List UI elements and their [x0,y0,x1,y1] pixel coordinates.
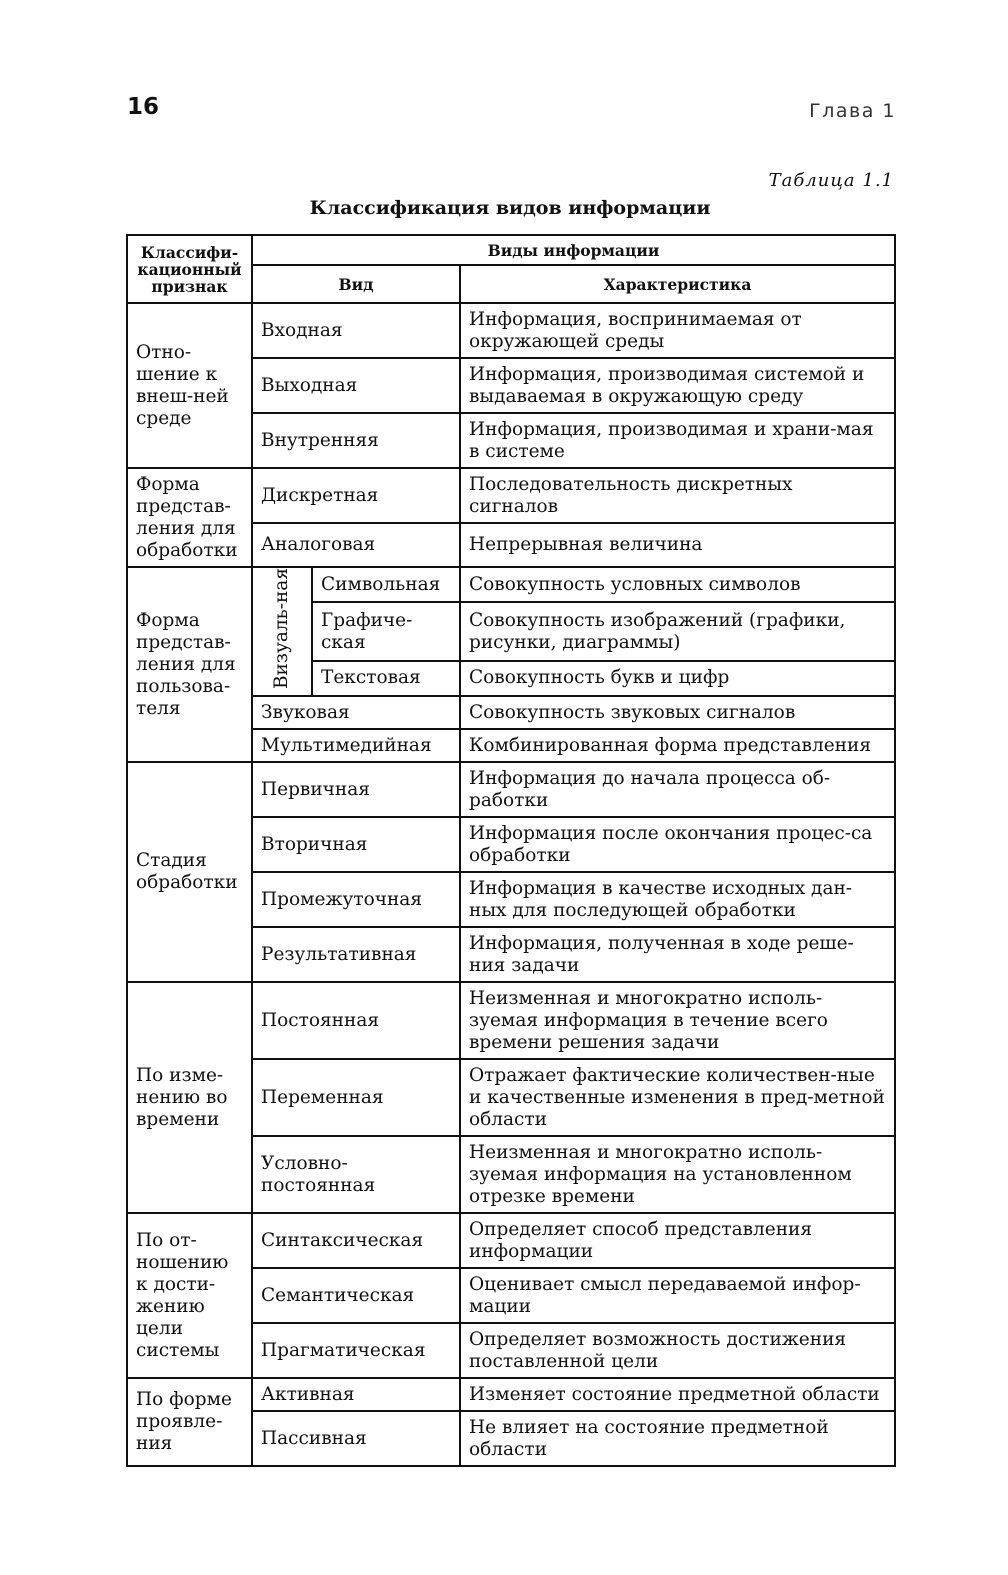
description-cell: Непрерывная величина [460,523,895,567]
group-feature: Форма представ-ления для обработки [127,468,252,567]
description-cell: Информация в качестве исходных дан-ных для последующей обработки [460,872,895,927]
group-feature: По от-ношению к дости-жению цели системы [127,1213,252,1378]
description-cell: Последовательность дискретных сигналов [460,468,895,523]
description-cell: Совокупность звуковых сигналов [460,696,895,729]
description-cell: Определяет возможность достижения поставленной цели [460,1323,895,1378]
kind-cell: Переменная [252,1059,460,1136]
kind-cell: Вторичная [252,817,460,872]
chapter-header: Глава 1 [809,100,896,122]
kind-cell: Синтаксическая [252,1213,460,1268]
group-feature: По форме проявле-ния [127,1378,252,1466]
description-cell: Совокупность изображений (графики, рисунки, диаграммы) [460,602,895,661]
kind-cell: Пассивная [252,1411,460,1466]
kind-cell: Звуковая [252,696,460,729]
description-cell: Информация, производимая системой и выдаваемая в окружающую среду [460,358,895,413]
kind-cell: Символьная [312,567,460,602]
description-cell: Информация, полученная в ходе реше-ния задачи [460,927,895,982]
kind-cell: Дискретная [252,468,460,523]
description-cell: Неизменная и многократно исполь-зуемая информация в течение всего времени решения задачи [460,982,895,1059]
group-feature: По изме-нению во времени [127,982,252,1213]
kind-cell: Постоянная [252,982,460,1059]
subgroup-label: Визуаль-ная [271,568,292,690]
description-cell: Информация, воспринимаемая от окружающей среды [460,303,895,358]
description-cell: Оценивает смысл передаваемой инфор-мации [460,1268,895,1323]
kind-cell: Условно-постоянная [252,1136,460,1213]
group-feature: Стадия обработки [127,762,252,982]
kind-cell: Промежуточная [252,872,460,927]
group-feature: Отно-шение к внеш-ней среде [127,303,252,468]
page-number: 16 [127,94,160,120]
header-description: Характеристика [460,265,895,303]
table-label: Таблица 1.1 [768,170,894,191]
kind-cell: Внутренняя [252,413,460,468]
description-cell: Не влияет на состояние предметной области [460,1411,895,1466]
description-cell: Неизменная и многократно исполь-зуемая информация на установленном отрезке времени [460,1136,895,1213]
kind-cell: Графиче-ская [312,602,460,661]
kind-cell: Аналоговая [252,523,460,567]
description-cell: Комбинированная форма представления [460,729,895,762]
description-cell: Изменяет состояние предметной области [460,1378,895,1411]
description-cell: Совокупность условных символов [460,567,895,602]
header-feature: Классифи-кационный признак [127,235,252,303]
description-cell: Определяет способ представления информации [460,1213,895,1268]
kind-cell: Семантическая [252,1268,460,1323]
table-title: Классификация видов информации [309,197,711,219]
description-cell: Информация до начала процесса об-работки [460,762,895,817]
kind-cell: Активная [252,1378,460,1411]
kind-cell: Первичная [252,762,460,817]
description-cell: Информация, производимая и храни-мая в системе [460,413,895,468]
kind-cell: Выходная [252,358,460,413]
kind-cell: Прагматическая [252,1323,460,1378]
kind-cell: Мультимедийная [252,729,460,762]
description-cell: Информация после окончания процес-са обработки [460,817,895,872]
group-feature: Форма представ-ления для пользова-теля [127,567,252,762]
kind-cell: Входная [252,303,460,358]
description-cell: Совокупность букв и цифр [460,661,895,696]
kind-cell: Текстовая [312,661,460,696]
subgroup-visual [252,567,312,696]
classification-table [126,234,896,1467]
header-kind: Вид [252,265,460,303]
header-types: Виды информации [252,235,895,265]
kind-cell: Результативная [252,927,460,982]
description-cell: Отражает фактические количествен-ные и качественные изменения в пред-метной области [460,1059,895,1136]
